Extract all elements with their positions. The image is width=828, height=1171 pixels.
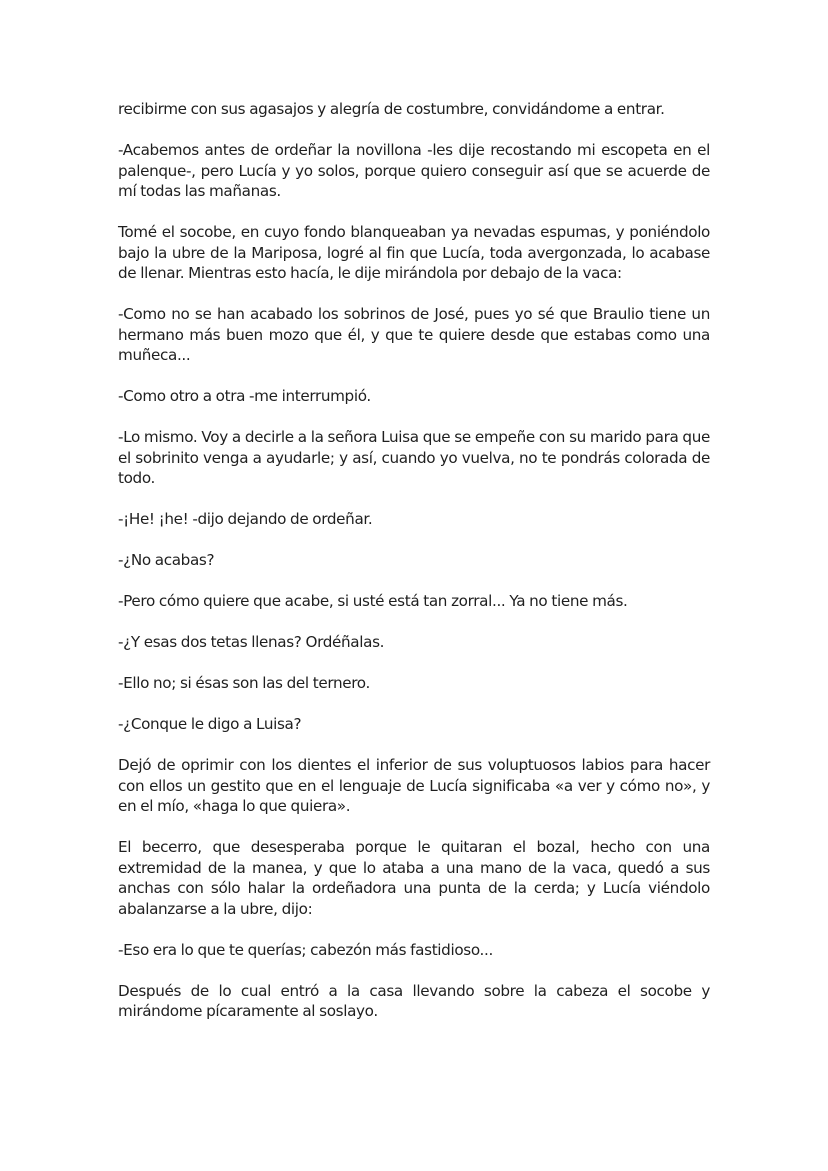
paragraph: recibirme con sus agasajos y alegría de costumbre, convidándome a entrar. <box>118 100 665 118</box>
paragraph: -¿No acabas? <box>118 551 215 569</box>
paragraph: -¿Y esas dos tetas llenas? Ordéñalas. <box>118 633 385 651</box>
paragraph: -¡He! ¡he! -dijo dejando de ordeñar. <box>118 510 373 528</box>
paragraph: -Acabemos antes de ordeñar la novillona -les dije recostando mi escopeta en el palenque-, pero Lucía y yo solos, porque quiero conseguir así que se acuerde de mí todas las mañanas. <box>118 141 710 200</box>
paragraph: -Como no se han acabado los sobrinos de José, pues yo sé que Braulio tiene un hermano más buen mozo que él, y que te quiere desde que estabas como una muñeca... <box>118 305 710 364</box>
paragraph: Después de lo cual entró a la casa llevando sobre la cabeza el socobe y mirándome pícaramente al soslayo. <box>118 981 710 1020</box>
paragraph: -Eso era lo que te querías; cabezón más fastidioso... <box>118 940 493 959</box>
document-page <box>118 99 710 1042</box>
paragraph: -Como otro a otra -me interrumpió. <box>118 387 371 405</box>
paragraph: Tomé el socobe, en cuyo fondo blanqueaban ya nevadas espumas, y poniéndolo bajo la ubre de la Mariposa, logré al fin que Lucía, toda avergonzada, lo acabase de llenar. Mientras esto hacía, le dije mirándola por debajo de la vaca: <box>118 223 710 282</box>
paragraph: -Pero cómo quiere que acabe, si usté está tan zorral... Ya no tiene más. <box>118 592 628 610</box>
paragraph: El becerro, que desesperaba porque le quitaran el bozal, hecho con una extremidad de la manea, y que lo ataba a una mano de la vaca, quedó a sus anchas con sólo halar la ordeñadora una punta de la cerda; y Lucía viéndolo abalanzarse a la ubre, dijo: <box>118 838 710 918</box>
paragraph: -Ello no; si ésas son las del ternero. <box>118 674 370 692</box>
paragraph: -Lo mismo. Voy a decirle a la señora Luisa que se empeñe con su marido para que el sobrinito venga a ayudarle; y así, cuando yo vuelva, no te pondrás colorada de todo. <box>118 428 710 487</box>
paragraph: -¿Conque le digo a Luisa? <box>118 715 302 733</box>
paragraph: Dejó de oprimir con los dientes el inferior de sus voluptuosos labios para hacer con ellos un gestito que en el lenguaje de Lucía significaba «a ver y cómo no», y en el mío, «haga lo que quiera». <box>118 756 710 815</box>
